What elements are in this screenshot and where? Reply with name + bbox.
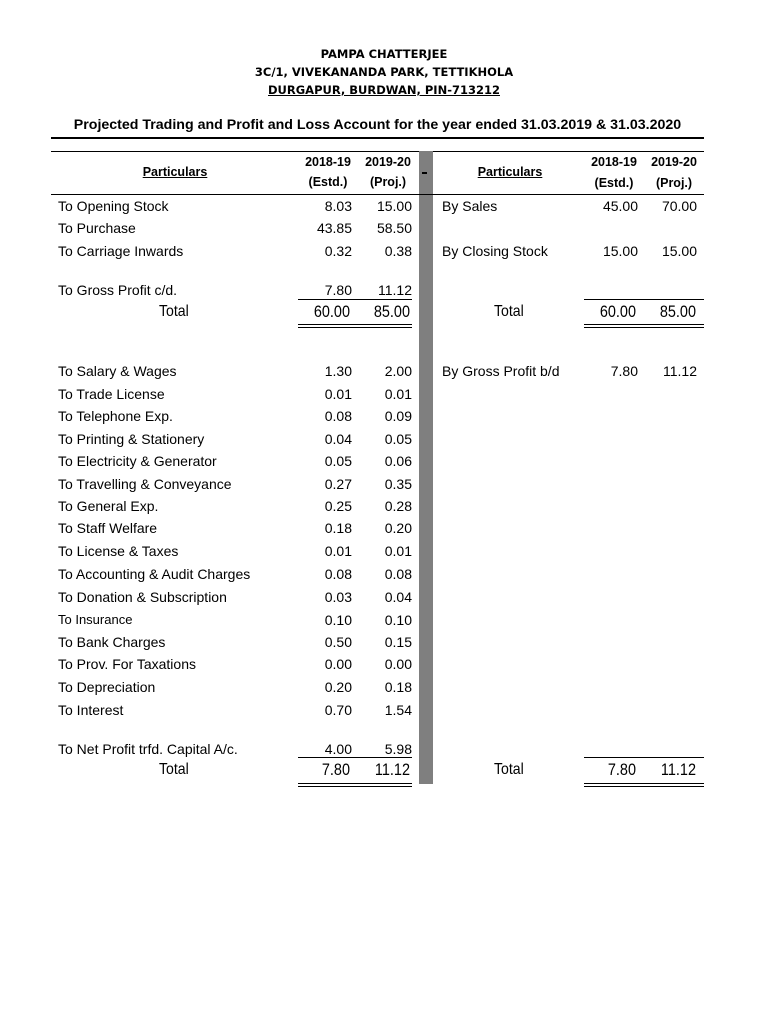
left-y1-sub: (Estd.) [308,175,348,189]
gross-profit-cd-v2: 11.12 [378,282,412,298]
company-name: PAMPA CHATTERJEE [320,47,448,61]
pl-debit-label: To Printing & Stationery [58,431,205,447]
pl-debit-v2: 0.15 [384,634,412,650]
trading-total-rule-right [584,299,704,300]
net-profit-v1: 4.00 [324,741,352,757]
trading-total-label-left: Total [159,303,189,320]
trading-credit-label: By Sales [442,198,498,214]
pl-double-rule-left-b [298,786,412,787]
pl-debit-v1: 0.04 [324,431,352,447]
trading-total-v2-left: 85.00 [373,302,410,321]
pl-debit-v1: 0.01 [324,543,352,559]
pl-debit-v2: 0.01 [384,543,412,559]
trading-debit-v1: 8.03 [324,198,352,214]
right-y2-sub: (Proj.) [655,176,693,190]
trading-debit-v2: 58.50 [376,220,412,236]
right-y1-sub: (Estd.) [594,176,634,190]
pl-debit-label: To Donation & Subscription [58,589,227,605]
trading-total-rule-left [298,299,412,300]
pl-debit-v1: 0.50 [324,634,352,650]
left-particulars-header: Particulars [142,165,208,179]
trading-total-label-right: Total [494,303,524,320]
address-line-1: 3C/1, VIVEKANANDA PARK, TETTIKHOLA [254,65,514,79]
pl-credit-v1: 7.80 [610,363,638,379]
pl-debit-label: To Trade License [58,386,165,402]
trading-credit-v1: 45.00 [602,198,638,214]
pl-debit-v2: 0.18 [384,679,412,695]
right-particulars-header: Particulars [477,165,543,179]
pl-debit-v2: 0.05 [384,431,412,447]
pl-debit-label: To Bank Charges [58,634,166,650]
pl-debit-label: To License & Taxes [58,543,179,559]
trading-debit-label: To Opening Stock [58,198,169,214]
pl-debit-v2: 0.35 [384,476,412,492]
pl-debit-label: To Accounting & Audit Charges [58,566,251,582]
gross-profit-cd-label: To Gross Profit c/d. [58,282,178,298]
title-rule [51,137,704,139]
pl-double-rule-right-a [584,783,704,784]
trading-debit-label: To Carriage Inwards [58,243,184,259]
pl-debit-v2: 2.00 [384,363,412,379]
pl-debit-v1: 0.20 [324,679,352,695]
column-divider [419,151,433,784]
pl-debit-v1: 0.03 [324,589,352,605]
right-y1-header: 2018-19 [591,155,637,169]
left-y2-header: 2019-20 [365,155,411,169]
pl-debit-v2: 0.06 [384,453,412,469]
pl-debit-label: To Telephone Exp. [58,408,173,424]
left-y1-header: 2018-19 [305,155,351,169]
pl-debit-v1: 0.70 [324,702,352,718]
pl-debit-label: To Staff Welfare [58,520,158,536]
trading-credit-v2: 15.00 [661,243,697,259]
pl-double-rule-right-b [584,786,704,787]
pl-debit-v1: 1.30 [324,363,352,379]
pl-total-v1-right: 7.80 [607,760,636,779]
net-profit-v2: 5.98 [384,741,412,757]
pl-debit-v2: 0.00 [384,656,412,672]
pl-debit-v1: 0.01 [324,386,352,402]
trading-total-v2-right: 85.00 [659,302,696,321]
pl-debit-v1: 0.08 [324,408,352,424]
pl-debit-v1: 0.18 [324,520,352,536]
trading-debit-v2: 0.38 [384,243,412,259]
pl-double-rule-left-a [298,783,412,784]
trading-double-rule-left-a [298,324,412,325]
pl-debit-v2: 0.01 [384,386,412,402]
pl-debit-label: To Travelling & Conveyance [58,476,232,492]
pl-debit-v2: 0.08 [384,566,412,582]
pl-debit-label: To Insurance [58,612,133,627]
pl-debit-v1: 0.10 [324,612,352,628]
trading-credit-v1: 15.00 [602,243,638,259]
header-bottom-rule [51,194,704,195]
pl-debit-label: To Salary & Wages [58,363,177,379]
statement-title: Projected Trading and Profit and Loss Account for the year ended 31.03.2019 & 31.03.2020 [73,117,682,133]
pl-total-label-right: Total [494,761,524,778]
net-profit-label: To Net Profit trfd. Capital A/c. [58,741,238,757]
pl-debit-v2: 0.28 [384,498,412,514]
pl-debit-v1: 0.00 [324,656,352,672]
trading-credit-v2: 70.00 [661,198,697,214]
pl-debit-label: To General Exp. [58,498,159,514]
trading-debit-v1: 0.32 [324,243,352,259]
trading-double-rule-right-a [584,324,704,325]
pl-total-label-left: Total [159,761,189,778]
pl-debit-v2: 0.09 [384,408,412,424]
pl-debit-v2: 1.54 [384,702,412,718]
trading-total-v1-right: 60.00 [599,302,636,321]
pl-total-v2-left: 11.12 [374,760,410,779]
left-y2-sub: (Proj.) [369,175,407,189]
trading-debit-label: To Purchase [58,220,136,236]
pl-debit-v1: 0.27 [324,476,352,492]
pl-debit-v1: 0.25 [324,498,352,514]
pl-total-v2-right: 11.12 [660,760,696,779]
divider-dash [422,172,427,174]
trading-debit-v1: 43.85 [316,220,352,236]
pl-debit-v2: 0.10 [384,612,412,628]
right-y2-header: 2019-20 [651,155,697,169]
pl-total-rule-right [584,757,704,758]
pl-debit-label: To Interest [58,702,124,718]
pl-debit-v1: 0.05 [324,453,352,469]
trading-debit-v2: 15.00 [376,198,412,214]
trading-double-rule-left-b [298,327,412,328]
pl-debit-label: To Prov. For Taxations [58,656,196,672]
pl-debit-v2: 0.04 [384,589,412,605]
pl-debit-v2: 0.20 [384,520,412,536]
trading-total-v1-left: 60.00 [313,302,350,321]
pl-credit-label: By Gross Profit b/d [442,363,560,379]
pl-total-rule-left [298,757,412,758]
trading-double-rule-right-b [584,327,704,328]
gross-profit-cd-v1: 7.80 [324,282,352,298]
pl-total-v1-left: 7.80 [321,760,350,779]
pl-debit-label: To Depreciation [58,679,156,695]
pl-credit-v2: 11.12 [663,363,697,379]
pl-debit-label: To Electricity & Generator [58,453,217,469]
trading-credit-label: By Closing Stock [442,243,548,259]
pl-debit-v1: 0.08 [324,566,352,582]
address-line-2: DURGAPUR, BURDWAN, PIN-713212 [268,83,500,97]
